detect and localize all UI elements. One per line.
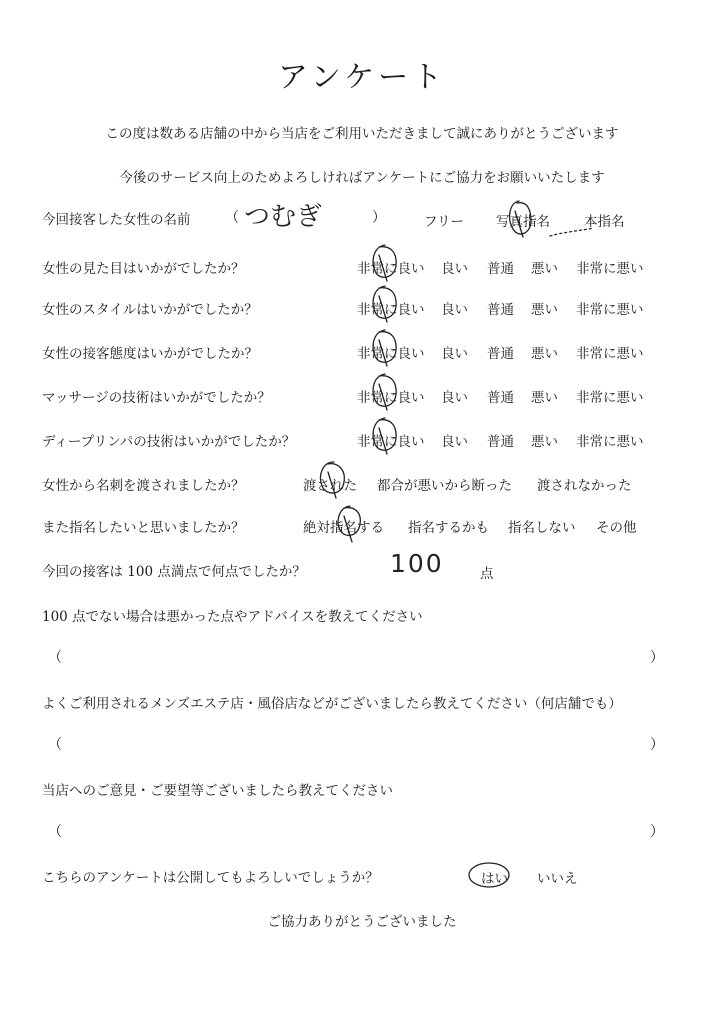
selection-circle-mark [314,456,350,502]
opinion-answer-field[interactable] [64,814,644,842]
intro-line-2: 今後のサービス向上のためよろしければアンケートにご協力をお願いいたします [119,170,605,186]
rating-option-average[interactable]: 普通 [487,302,514,318]
revisit-option-other[interactable]: その他 [596,520,637,536]
card-option-declined[interactable]: 都合が悪いから断った [377,478,512,494]
rating-option-very-good[interactable]: 非常に良い [357,434,425,450]
card-option-not-received[interactable]: 渡されなかった [537,478,632,494]
rating-option-very-good[interactable]: 非常に良い [357,346,425,362]
option-main-nomination[interactable]: 本指名 [584,214,625,230]
selection-circle-mark [367,326,401,370]
rating-option-bad[interactable]: 悪い [531,302,558,318]
pen-stroke-mark [548,226,598,240]
opinion-close-paren: ） [650,824,664,840]
opinion-open-paren: （ [48,824,62,840]
selection-circle-mark [367,282,401,326]
revisit-option-no[interactable]: 指名しない [508,520,576,536]
score-question: 今回の接客は 100 点満点で何点でしたか？ [42,564,306,580]
publish-option-yes[interactable]: はい [481,871,508,887]
rating-option-good[interactable]: 良い [441,346,468,362]
name-close-paren: ） [372,210,386,226]
rating-option-average[interactable]: 普通 [487,346,514,362]
option-photo-nomination[interactable]: 写真指名 [496,214,550,230]
rating-option-very-bad[interactable]: 非常に悪い [576,346,644,362]
rating-option-very-good[interactable]: 非常に良い [357,390,425,406]
revisit-option-definitely[interactable]: 絶対指名する [303,520,384,536]
advice-close-paren: ） [650,650,664,666]
revisit-option-maybe[interactable]: 指名するかも [408,520,489,536]
rating-question: 女性の見た目はいかがでしたか？ [42,261,245,277]
rating-option-average[interactable]: 普通 [487,434,514,450]
rating-option-very-bad[interactable]: 非常に悪い [576,302,644,318]
option-free[interactable]: フリー [424,214,464,230]
rating-question: マッサージの技術はいかがでしたか？ [42,390,271,406]
score-handwritten-value[interactable]: 100 [390,549,444,578]
shops-open-paren: （ [48,737,62,753]
selection-circle-mark [466,858,512,890]
survey-title: アンケート [277,60,447,95]
rating-option-very-bad[interactable]: 非常に悪い [576,261,644,277]
card-question: 女性から名刺を渡されましたか？ [42,478,245,494]
score-unit: 点 [480,566,494,582]
rating-option-good[interactable]: 良い [441,302,468,318]
rating-option-bad[interactable]: 悪い [531,346,558,362]
selection-circle-mark [332,500,366,546]
name-open-paren: （ [225,210,239,226]
rating-option-good[interactable]: 良い [441,261,468,277]
opinion-question: 当店へのご意見・ご要望等ございましたら教えてください [42,783,393,799]
selection-circle-mark [367,241,401,285]
card-option-received[interactable]: 渡された [303,478,357,494]
selection-circle-mark [367,414,401,458]
advice-answer-field[interactable] [64,640,644,668]
rating-question: ディープリンパの技術はいかがでしたか？ [42,434,296,450]
rating-option-very-bad[interactable]: 非常に悪い [576,434,644,450]
rating-option-average[interactable]: 普通 [487,261,514,277]
rating-option-bad[interactable]: 悪い [531,261,558,277]
shops-close-paren: ） [650,737,664,753]
advice-open-paren: （ [48,650,62,666]
shops-question: よくご利用されるメンズエステ店・風俗店などがございましたら教えてください（何店舗でも） [42,696,622,712]
rating-option-average[interactable]: 普通 [487,390,514,406]
rating-question: 女性の接客態度はいかがでしたか？ [42,346,258,362]
name-question: 今回接客した女性の名前 [42,212,191,228]
closing-message: ご協力ありがとうございました [267,914,457,930]
rating-question: 女性のスタイルはいかがでしたか？ [42,302,258,318]
publish-question: こちらのアンケートは公開してもよろしいでしょうか？ [42,870,379,886]
rating-option-very-good[interactable]: 非常に良い [357,261,425,277]
rating-option-very-bad[interactable]: 非常に悪い [576,390,644,406]
rating-option-bad[interactable]: 悪い [531,434,558,450]
advice-question: 100 点でない場合は悪かった点やアドバイスを教えてください [42,609,423,625]
publish-option-no[interactable]: いいえ [537,871,578,887]
rating-option-good[interactable]: 良い [441,390,468,406]
name-handwritten-value[interactable]: つむぎ [244,202,323,232]
shops-answer-field[interactable] [64,727,644,755]
intro-line-1: この度は数ある店舗の中から当店をご利用いただきまして誠にありがとうございます [105,126,619,142]
rating-option-good[interactable]: 良い [441,434,468,450]
selection-circle-mark [505,197,535,243]
rating-option-bad[interactable]: 悪い [531,390,558,406]
rating-option-very-good[interactable]: 非常に良い [357,302,425,318]
revisit-question: また指名したいと思いましたか？ [42,520,245,536]
selection-circle-mark [367,370,401,414]
